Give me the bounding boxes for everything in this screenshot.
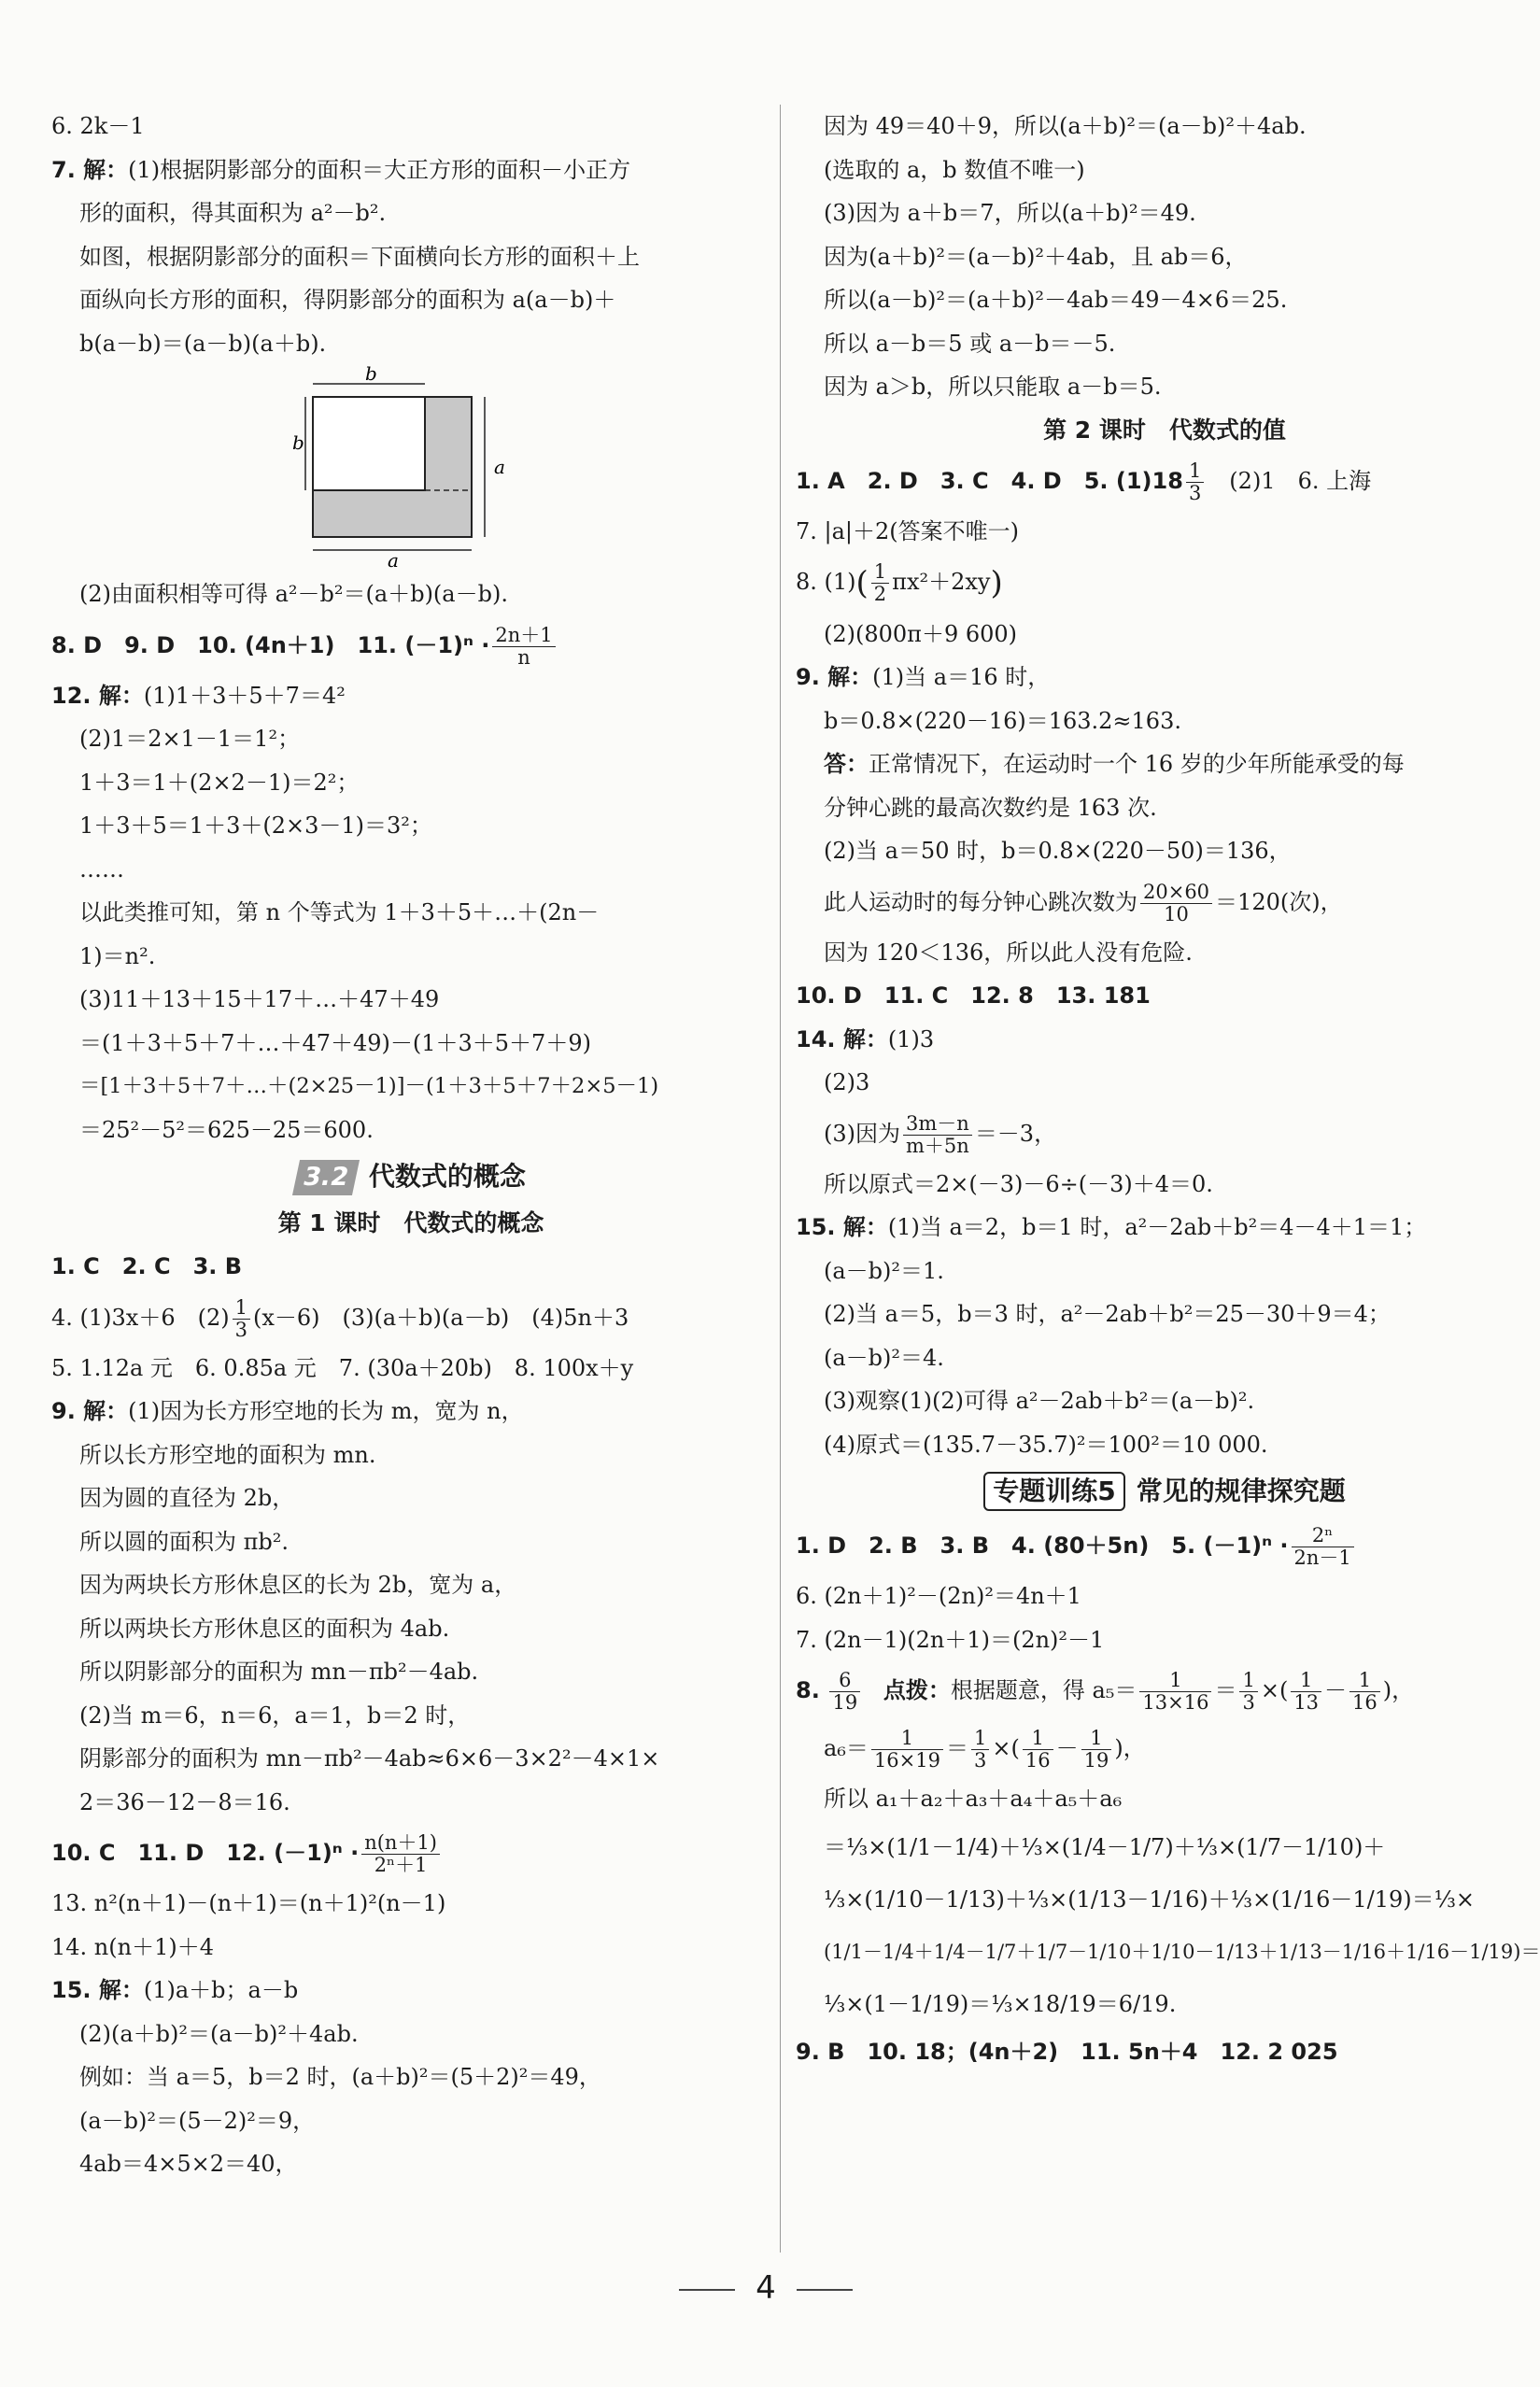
operator: ×( [1260,1677,1289,1703]
answer-line: ⅓×(1－1/19)＝⅓×18/19＝6/19. [824,1990,1177,2017]
column-divider [780,105,781,2253]
answer-line: 所以长方形空地的面积为 mn. [79,1441,376,1468]
answer-line: (2)(a＋b)²＝(a－b)²＋4ab. [79,2020,359,2047]
answer-line: 6. (2n＋1)²－(2n)²＝4n＋1 [796,1583,1081,1609]
answer-line: 2＝36－12－8＝16. [79,1788,290,1815]
operator: ×( [992,1735,1020,1761]
training-badge: 专题训练5 [983,1472,1124,1511]
answer-line: (2)1 6. 上海 [1207,467,1372,494]
answer-line: (1)根据阴影部分的面积＝大正方形的面积－小正方 [128,156,631,183]
fraction: $\frac{1}{3}$ [1186,460,1204,504]
fraction: $\frac{1}{13\times 16}$ [1139,1670,1211,1714]
answer-line: 所以阴影部分的面积为 mn－πb²－4ab. [79,1659,479,1685]
answer-line: 例如：当 a＝5，b＝2 时，(a＋b)²＝(5＋2)²＝49， [79,2064,601,2090]
fraction: $\frac{1}{3}$ [971,1728,989,1772]
answer-line: 因为(a＋b)²＝(a－b)²＋4ab，且 ab＝6， [824,243,1248,270]
answer-line: 8. (1) [796,569,856,595]
answer-line: (a－b)²＝4. [824,1344,944,1371]
fraction: $\frac{1}{13}$ [1291,1670,1321,1714]
label-a-right: a [494,456,505,478]
answer-line: (1)当 a＝16 时， [872,664,1051,690]
answer-line: …… [79,855,124,883]
fraction: $\frac{1}{3}$ [1239,1670,1257,1714]
operator: )， [1382,1677,1415,1703]
answer-line: 以此类推可知，第 n 个等式为 1＋3＋5＋…＋(2n－ [79,899,600,925]
label-b-top: b [365,362,377,385]
answer-line: 1＋3＝1＋(2×2－1)＝2²； [79,769,360,796]
answer-line: ＝⅓×(1/1－1/4)＋⅓×(1/4－1/7)＋⅓×(1/7－1/10)＋ [824,1833,1386,1860]
operator: － [1055,1735,1079,1761]
fraction: $\frac{6}{19}$ [829,1670,860,1714]
question-label: 14. 解： [796,1025,888,1052]
fraction: $\frac{\text{2ⁿ}}{2n-1}$ [1292,1525,1354,1569]
question-label: 7. 解： [51,156,129,183]
operator: － [1324,1677,1348,1703]
lesson-heading: 第 2 课时 代数式的值 [1043,416,1286,444]
answer-line: 面纵向长方形的面积，得阴影部分的面积为 a(a－b)＋ [79,287,616,313]
answer-line: (选取的 a，b 数值不唯一) [824,156,1085,183]
answer-line: 1＋3＋5＝1＋3＋(2×3－1)＝3²； [79,812,432,839]
answer-line: ＝[1＋3＋5＋7＋…＋(2×25－1)]－(1＋3＋5＋7＋2×5－1) [79,1074,659,1098]
answer-line: (1)a＋b；a－b [143,1977,299,2003]
answer-line: ＝120(次)， [1215,888,1343,915]
right-column: 因为 49＝40＋9，所以(a＋b)²＝(a－b)²＋4ab. (选取的 a，b 数值不唯一) (3)因为 a＋b＝7，所以(a＋b)²＝49. 因为(a＋b)²＝(a－b)²＋4ab，且 ab＝6， 所以(a－b)²＝(a＋b)²－4ab＝49－4×6＝25. 所以 a－b＝5 或 a－b＝－5. 因为 a＞b，所以只能取 a－b＝5. 第 2 课时 代数式的值 1. A 2. D 3. C 4. D 5. (1)18 $\frac{1}{3}$ (2)1 6. 上海 7. |a|＋2(答案不唯一) 8. (1)( $\frac{1}{2}$ πx²＋2xy) (2)(800π＋9 600) 9. 解：(1)当 a＝16 时， b＝0.8×(220－16)＝163.2≈163. 答：正常情况下，在运动时一个 16 岁的少年所能承受的每 分钟心跳的最高次数约是 163 次. (2)当 a＝50 时，b＝0.8×(220－50)＝136， 此人运动时的每分钟心跳次数为 $\frac{20\times 60}{10}$ ＝120(次)， 因为 120＜136，所以此人没有危险. 10. D 11. C 12. 8 13. 181 14. 解：(1)3 (2)3 (3)因为 $\frac{3m-n}{m+5n}$ ＝－3， 所以原式＝2×(－3)－6÷(－3)＋4＝0. 15. 解：(1)当 a＝2，b＝1 时，a²－2ab＋b²＝4－4＋1＝1； (a－b)²＝1. (2)当 a＝5，b＝3 时，a²－2ab＋b²＝25－30＋9＝4； (a－b)²＝4. (3)观察(1)(2)可得 a²－2ab＋b²＝(a－b)². (4)原式＝(135.7－35.7)²＝100²＝10 000. 专题训练5 常见的规律探究题 1. D 2. B 3. B 4. (80＋5n) 5. (－1)ⁿ · $\frac{\text{2ⁿ}}{2n-1}$ 6. (2n＋1)²－(2n)²＝4n＋1 7. (2n－1)(2n＋1)＝(2n)²－1 8. $\frac{6}{19}$ 点拨：根据题意，得 a₅＝ $\frac{1}{13\times 16}$ ＝ $\frac{1}{3}$ ×( $\frac{1}{13}$ － $\frac{1}{16}$ )， a₆＝ $\frac{1}{16\times 19}$ ＝ $\frac{1}{3}$ ×( $\frac{1}{16}$ － $\frac{1}{19}$ )， 所以 a₁＋a₂＋a₃＋a₄＋a₅＋a₆ ＝⅓×(1/1－1/4)＋⅓×(1/4－1/7)＋⅓×(1/7－1/10)＋ ⅓×(1/10－1/13)＋⅓×(1/13－1/16)＋⅓×(1/16－1/19)＝⅓× (1/1－1/4＋1/4－1/7＋1/7－1/10＋1/10－1/13＋1/13－1/16＋1/16－1/19)＝ ⅓×(1－1/19)＝⅓×18/19＝6/19. 9. B 10. 18；(4n＋2) 11. 5n＋4 12. 2 025 [796,105,1533,2073]
question-label: 8. [796,1677,820,1703]
section-number-badge: 3.2 [292,1160,360,1195]
answer-line: b(a－b)＝(a－b)(a＋b). [79,330,327,357]
answer-line: 因为 a＞b，所以只能取 a－b＝5. [824,374,1162,400]
hint-label: 点拨： [883,1677,951,1703]
answer-line: 因为 120＜136，所以此人没有危险. [824,939,1193,966]
fraction: $\frac{1}{16\times 19}$ [871,1728,943,1772]
page-number: 4 [0,2269,1532,2307]
label-b-left: b [292,431,304,454]
answer-line: (2)当 a＝50 时，b＝0.8×(220－50)＝136， [824,838,1292,864]
section-title: 代数式的概念 [368,1161,526,1192]
answer-line: (a－b)²＝1. [824,1257,944,1284]
answer-line: 因为 49＝40＋9，所以(a＋b)²＝(a－b)²＋4ab. [824,113,1307,139]
label-a-bottom: a [388,549,399,572]
answer-line: 1. C 2. C 3. B [51,1253,243,1279]
answer-line: ＝－3， [974,1120,1057,1147]
answer-line: 9. B 10. 18；(4n＋2) 11. 5n＋4 12. 2 025 [796,2038,1338,2065]
answer-line: (2)1＝2×1－1＝1²； [79,726,301,752]
answer-line: 所以(a－b)²＝(a＋b)²－4ab＝49－4×6＝25. [824,287,1288,313]
training-title: 常见的规律探究题 [1136,1476,1346,1506]
answer-line: 6. 2k－1 [51,113,145,139]
answer-line: 所以圆的面积为 πb². [79,1528,290,1555]
answer-line: a₆＝ [824,1735,869,1761]
left-column [51,105,770,2186]
answer-line: (3)11＋13＋15＋17＋…＋47＋49 [79,986,440,1012]
answer-line: 1. A 2. D 3. C 4. D 5. (1)18 [796,467,1183,494]
answer-line: 根据题意，得 a₅＝ [950,1677,1137,1703]
answer-line: 1)＝n². [79,942,156,969]
answer-line: 形的面积，得其面积为 a²－b². [79,200,387,226]
fraction: $\frac{2n+1}{n}$ [492,625,555,669]
fraction: $\frac{1}{3}$ [233,1297,250,1341]
section-heading [51,1151,770,1202]
answer-line: (3)观察(1)(2)可得 a²－2ab＋b²＝(a－b)². [824,1388,1255,1414]
answer-line: (x－6) (3)(a＋b)(a－b) (4)5n＋3 [252,1304,629,1331]
answer-line: 8. D 9. D 10. (4n＋1) 11. (－1)ⁿ · [51,631,490,658]
special-training-heading [796,1466,1533,1517]
fraction: $\frac{1}{16}$ [1349,1670,1380,1714]
question-label: 12. 解： [51,682,144,709]
answer-line: 4. (1)3x＋6 (2) [51,1304,230,1331]
answer-line: 因为圆的直径为 2b， [79,1485,295,1511]
answer-line: 所以原式＝2×(－3)－6÷(－3)＋4＝0. [824,1170,1213,1197]
equals: ＝ [1214,1677,1237,1703]
answer-line: 所以两块长方形休息区的面积为 4ab. [79,1615,450,1642]
answer-line: 此人运动时的每分钟心跳次数为 [824,888,1137,915]
answer-line: (a－b)²＝(5－2)²＝9， [79,2107,316,2134]
answer-line: 1. D 2. B 3. B 4. (80＋5n) 5. (－1)ⁿ · [796,1532,1289,1559]
answer-line: 所以 a₁＋a₂＋a₃＋a₄＋a₅＋a₆ [824,1786,1123,1812]
fraction: $\frac{1}{19}$ [1081,1728,1112,1772]
answer-label: 答： [824,751,869,777]
operator: )， [1114,1735,1146,1761]
answer-line: 正常情况下，在运动时一个 16 岁的少年所能承受的每 [869,751,1405,777]
answer-line: (2)3 [824,1069,870,1095]
answer-line: (2)当 a＝5，b＝3 时，a²－2ab＋b²＝25－30＋9＝4； [824,1301,1391,1327]
answer-line: (2)(800π＋9 600) [824,620,1018,647]
lesson-heading: 第 1 课时 代数式的概念 [277,1209,544,1236]
fraction: $\frac{1}{16}$ [1023,1728,1053,1772]
answer-line: 10. D 11. C 12. 8 13. 181 [796,982,1151,1009]
answer-line: 5. 1.12a 元 6. 0.85a 元 7. (30a＋20b) 8. 100x＋y [51,1354,634,1381]
answer-line: ＝(1＋3＋5＋7＋…＋47＋49)－(1＋3＋5＋7＋9) [79,1029,591,1056]
answer-line: (1)1＋3＋5＋7＝4² [143,682,346,709]
answer-line: (4)原式＝(135.7－35.7)²＝100²＝10 000. [824,1431,1268,1458]
answer-line: 阴影部分的面积为 mn－πb²－4ab≈6×6－3×2²－4×1× [79,1745,660,1772]
fraction: $\frac{n(n+1)}{\text{2ⁿ＋1}}$ [361,1832,440,1876]
answer-line: 13. n²(n＋1)－(n＋1)＝(n＋1)²(n－1) [51,1890,446,1916]
answer-line: b＝0.8×(220－16)＝163.2≈163. [824,707,1181,734]
answer-line: 4ab＝4×5×2＝40， [79,2151,298,2177]
equals: ＝ [945,1735,968,1761]
fraction: $\frac{3m-n}{m+5n}$ [903,1113,972,1157]
answer-line: (2)当 m＝6，n＝6，a＝1，b＝2 时， [79,1702,471,1729]
answer-line: 因为两块长方形休息区的长为 2b，宽为 a， [79,1572,517,1598]
answer-line: 10. C 11. D 12. (－1)ⁿ · [51,1840,360,1866]
square-diagram [51,362,770,572]
question-label: 9. 解： [796,664,873,690]
answer-line: (1)当 a＝2，b＝1 时，a²－2ab＋b²＝4－4＋1＝1； [887,1214,1427,1240]
answer-line: 分钟心跳的最高次数约是 163 次. [824,794,1157,821]
question-label: 9. 解： [51,1398,129,1424]
answer-line: ＝25²－5²＝625－25＝600. [79,1116,374,1143]
answer-line: (3)因为 [824,1120,900,1147]
answer-line: 所以 a－b＝5 或 a－b＝－5. [824,330,1116,357]
answer-line: 如图，根据阴影部分的面积＝下面横向长方形的面积＋上 [79,243,640,270]
answer-line: (1)因为长方形空地的长为 m，宽为 n， [128,1398,524,1424]
fraction: $\frac{1}{2}$ [871,561,889,605]
answer-line: (2)由面积相等可得 a²－b²＝(a＋b)(a－b). [79,581,508,607]
answer-line: (3)因为 a＋b＝7，所以(a＋b)²＝49. [824,200,1196,226]
answer-line: 14. n(n＋1)＋4 [51,1933,214,1960]
answer-line: (1/1－1/4＋1/4－1/7＋1/7－1/10＋1/10－1/13＋1/13－1/16＋1/16－1/19)＝ [824,1940,1540,1963]
answer-line: πx²＋2xy [892,569,991,595]
question-label: 15. 解： [796,1214,888,1240]
question-label: 15. 解： [51,1977,144,2003]
answer-line: 7. |a|＋2(答案不唯一) [796,517,1020,544]
fraction: $\frac{20\times 60}{10}$ [1140,882,1212,925]
answer-line: (1)3 [887,1025,935,1052]
answer-line: 7. (2n－1)(2n＋1)＝(2n)²－1 [796,1626,1105,1653]
answer-line: ⅓×(1/10－1/13)＋⅓×(1/13－1/16)＋⅓×(1/16－1/19)＝⅓× [824,1886,1476,1913]
